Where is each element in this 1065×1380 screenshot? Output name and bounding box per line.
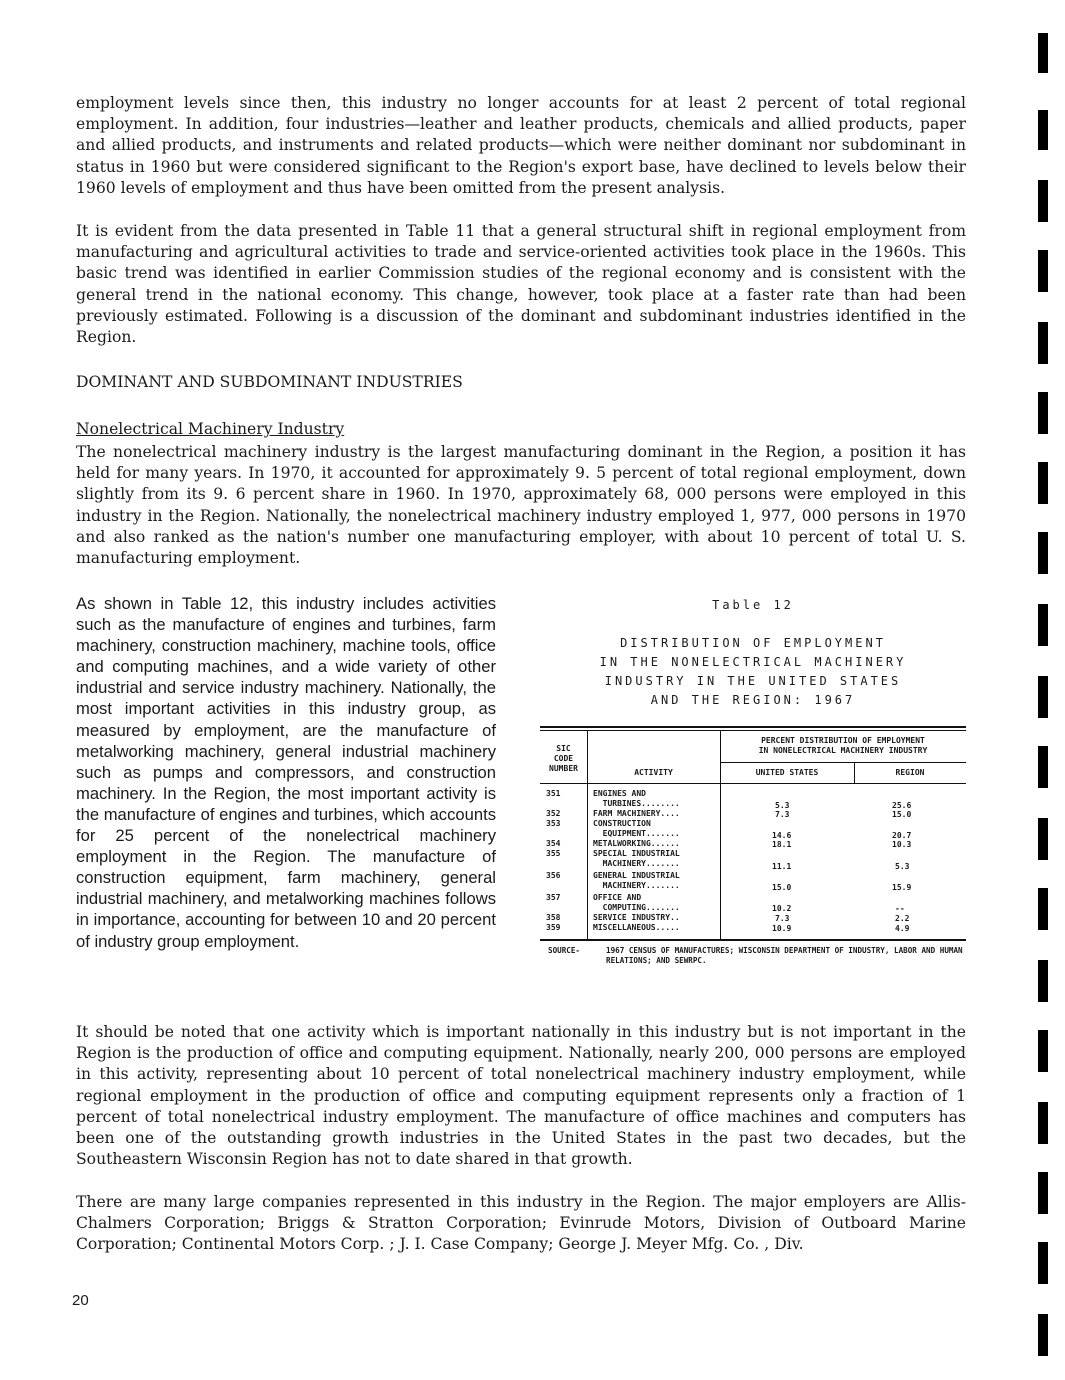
row-activity: TURBINES........ [593,799,680,808]
header-sic-line: SIC [556,744,571,753]
paragraph-table-discussion: As shown in Table 12, this industry includes activities such as the manufacture of engines and turbines, farm machinery, construction machinery, machine tools, office and computing machines, and a wide variety of other industrial and service industry machinery. Nationally, the most important activities in this industry group, as measured by employment, are the manufacture of metalworking machinery, general industrial machinery such as pumps and compressors, and construction machinery. In the Region, the most important activity is the manufacture of engines and turbines, which accounts for 25 percent of the nonelectrical machinery employment in the Region. The manufacture of construction equipment, farm machinery, general industrial machinery, and metalworking machines follows in importance, accounting for between 10 and 20 percent of industry group employment. [76,594,496,951]
row-activity: MACHINERY....... [593,859,680,868]
row-region-value: 15.0 [892,810,912,819]
paragraph-structural-shift: It is evident from the data presented in Table 11 that a general structural shift in regional employment from manufacturing and agricultural activities to trade and service-oriented activities took place in the 1960s. This basic trend was identified in earlier Commission studies of the regional economy and is consistent with the general trend in the national economy. This change, however, took place at a faster rate than had been previously estimated. Following is a discussion of the dominant and subdominant industries identified in the Region. [76,222,966,347]
paragraph-nonelectrical-intro: The nonelectrical machinery industry is the largest manufacturing dominant in the Region, a position it has held for many years. In 1970, it accounted for approximately 9. 5 percent of total regional employment, down slightly from its 9. 6 percent share in 1960. In 1970, approximately 68, 000 persons were employed in this industry in the Region. Nationally, the nonelectrical machinery industry employed 1, 977, 000 persons in 1970 and also ranked as the nation's number one manufacturing employer, with about 10 percent of total U. S. manufacturing employment. [76,443,966,568]
scan-margin-mark [1038,604,1048,646]
scan-margin-mark [1038,110,1048,150]
row-region-value: 10.3 [892,840,912,849]
header-activity: ACTIVITY [634,768,673,777]
scan-margin-mark [1038,960,1048,1002]
row-us-value: 14.6 [772,831,792,840]
scan-margin-mark [1038,888,1048,930]
scan-margin-mark [1038,33,1048,73]
table-title-line: INDUSTRY IN THE UNITED STATES [604,674,902,688]
row-us-value: 7.3 [775,810,790,819]
row-sic: 357 [546,893,561,902]
table-title-line: IN THE NONELECTRICAL MACHINERY [599,655,907,669]
row-activity: MACHINERY....... [593,881,680,890]
row-activity: EQUIPMENT....... [593,829,680,838]
scan-margin-mark [1038,1172,1048,1214]
row-us-value: 18.1 [772,840,792,849]
row-sic: 359 [546,923,561,932]
scan-margin-mark [1038,818,1048,860]
scan-margin-mark [1038,1102,1048,1144]
row-activity: METALWORKING...... [593,839,680,848]
row-us-value: 11.1 [772,862,792,871]
row-region-value: 2.2 [895,914,910,923]
row-us-value: 5.3 [775,801,790,810]
header-group-line: PERCENT DISTRIBUTION OF EMPLOYMENT [761,736,925,745]
scan-margin-mark [1038,532,1048,574]
scan-margin-mark [1038,180,1048,222]
scan-margin-mark [1038,392,1048,434]
row-activity: GENERAL INDUSTRIAL [593,871,680,880]
scan-margin-mark [1038,1242,1048,1284]
source-text: 1967 CENSUS OF MANUFACTURES; WISCONSIN DEPARTMENT OF INDUSTRY, LABOR AND HUMAN RELATIONS; AND SEWRPC. [606,946,963,965]
header-bottom-rule [540,783,966,784]
scan-margin-mark [1038,1314,1048,1356]
row-region-value: 15.9 [892,883,912,892]
scan-margin-mark [1038,322,1048,364]
row-region-value: 4.9 [895,924,910,933]
row-sic: 353 [546,819,561,828]
row-activity: SPECIAL INDUSTRIAL [593,849,680,858]
header-region: REGION [895,768,925,777]
row-sic: 354 [546,839,561,848]
page-number: 20 [72,1292,89,1309]
row-sic: 352 [546,809,561,818]
paragraph-office-computing: It should be noted that one activity which is important nationally in this industry but is not important in the Region is the production of office and computing equipment. Nationally, nearly 200, 000 persons are employed in this activity, representing about 10 percent of total nonelectrical machinery industry employment, while regional employment in the production of office and computing equipment represents only a fraction of 1 percent of total nonelectrical industry employment. The manufacture of office machines and computers has been one of the outstanding growth industries in the United States in the past two decades, but the Southeastern Wisconsin Region has not to date shared in that growth. [76,1023,966,1169]
section-heading: DOMINANT AND SUBDOMINANT INDUSTRIES [76,373,463,391]
group-header-rule [720,762,966,763]
scan-margin-mark [1038,462,1048,504]
row-activity: CONSTRUCTION [593,819,651,828]
table-top-rule [540,726,966,728]
row-region-value: 20.7 [892,831,912,840]
table-title-line: DISTRIBUTION OF EMPLOYMENT [620,636,886,650]
row-region-value: 25.6 [892,801,912,810]
row-us-value: 7.3 [775,914,790,923]
column-divider [720,731,721,939]
header-sic-line: NUMBER [549,764,578,773]
row-activity: MISCELLANEOUS..... [593,923,680,932]
row-activity: ENGINES AND [593,789,646,798]
row-activity: FARM MACHINERY.... [593,809,680,818]
table-title-line: AND THE REGION: 1967 [650,693,856,707]
table-bottom-rule [540,939,966,941]
row-activity: OFFICE AND [593,893,642,902]
scan-margin-mark [1038,1030,1048,1072]
source-label: SOURCE- [548,946,581,955]
scan-margin-mark [1038,676,1048,718]
row-sic: 355 [546,849,561,858]
paragraph-major-employers: There are many large companies represented in this industry in the Region. The major employers are Allis-Chalmers Corporation; Briggs & Stratton Corporation; Evinrude Motors, Division of Outboard Marine Corporation; Continental Motors Corp. ; J. I. Case Company; George J. Meyer Mfg. Co. , Div. [76,1193,966,1254]
subsection-heading: Nonelectrical Machinery Industry [76,420,345,438]
header-sic-line: CODE [553,754,574,763]
row-activity: SERVICE INDUSTRY.. [593,913,680,922]
row-us-value: 15.0 [772,883,792,892]
row-sic: 351 [546,789,561,798]
column-divider [587,731,588,939]
row-sic: 356 [546,871,561,880]
scan-margin-mark [1038,746,1048,788]
header-group-line: IN NONELECTRICAL MACHINERY INDUSTRY [758,746,928,755]
paragraph-employment-levels: employment levels since then, this industry no longer accounts for at least 2 percent of total regional employment. In addition, four industries—leather and leather products, chemicals and allied products, paper and allied products, and instruments and related products—which were neither dominant nor subdominant in status in 1960 but were considered significant to the Region's export base, have declined to levels below their 1960 levels of employment and thus have been omitted from the present analysis. [76,94,966,197]
row-region-value: -- [895,904,905,913]
row-sic: 358 [546,913,561,922]
scan-margin-mark [1038,250,1048,292]
row-us-value: 10.9 [772,924,792,933]
header-united-states: UNITED STATES [755,768,819,777]
table-top-rule-inner [540,730,966,731]
row-activity: COMPUTING....... [593,903,680,912]
table-label: Table 12 [712,598,794,612]
row-region-value: 5.3 [895,862,910,871]
row-us-value: 10.2 [772,904,792,913]
